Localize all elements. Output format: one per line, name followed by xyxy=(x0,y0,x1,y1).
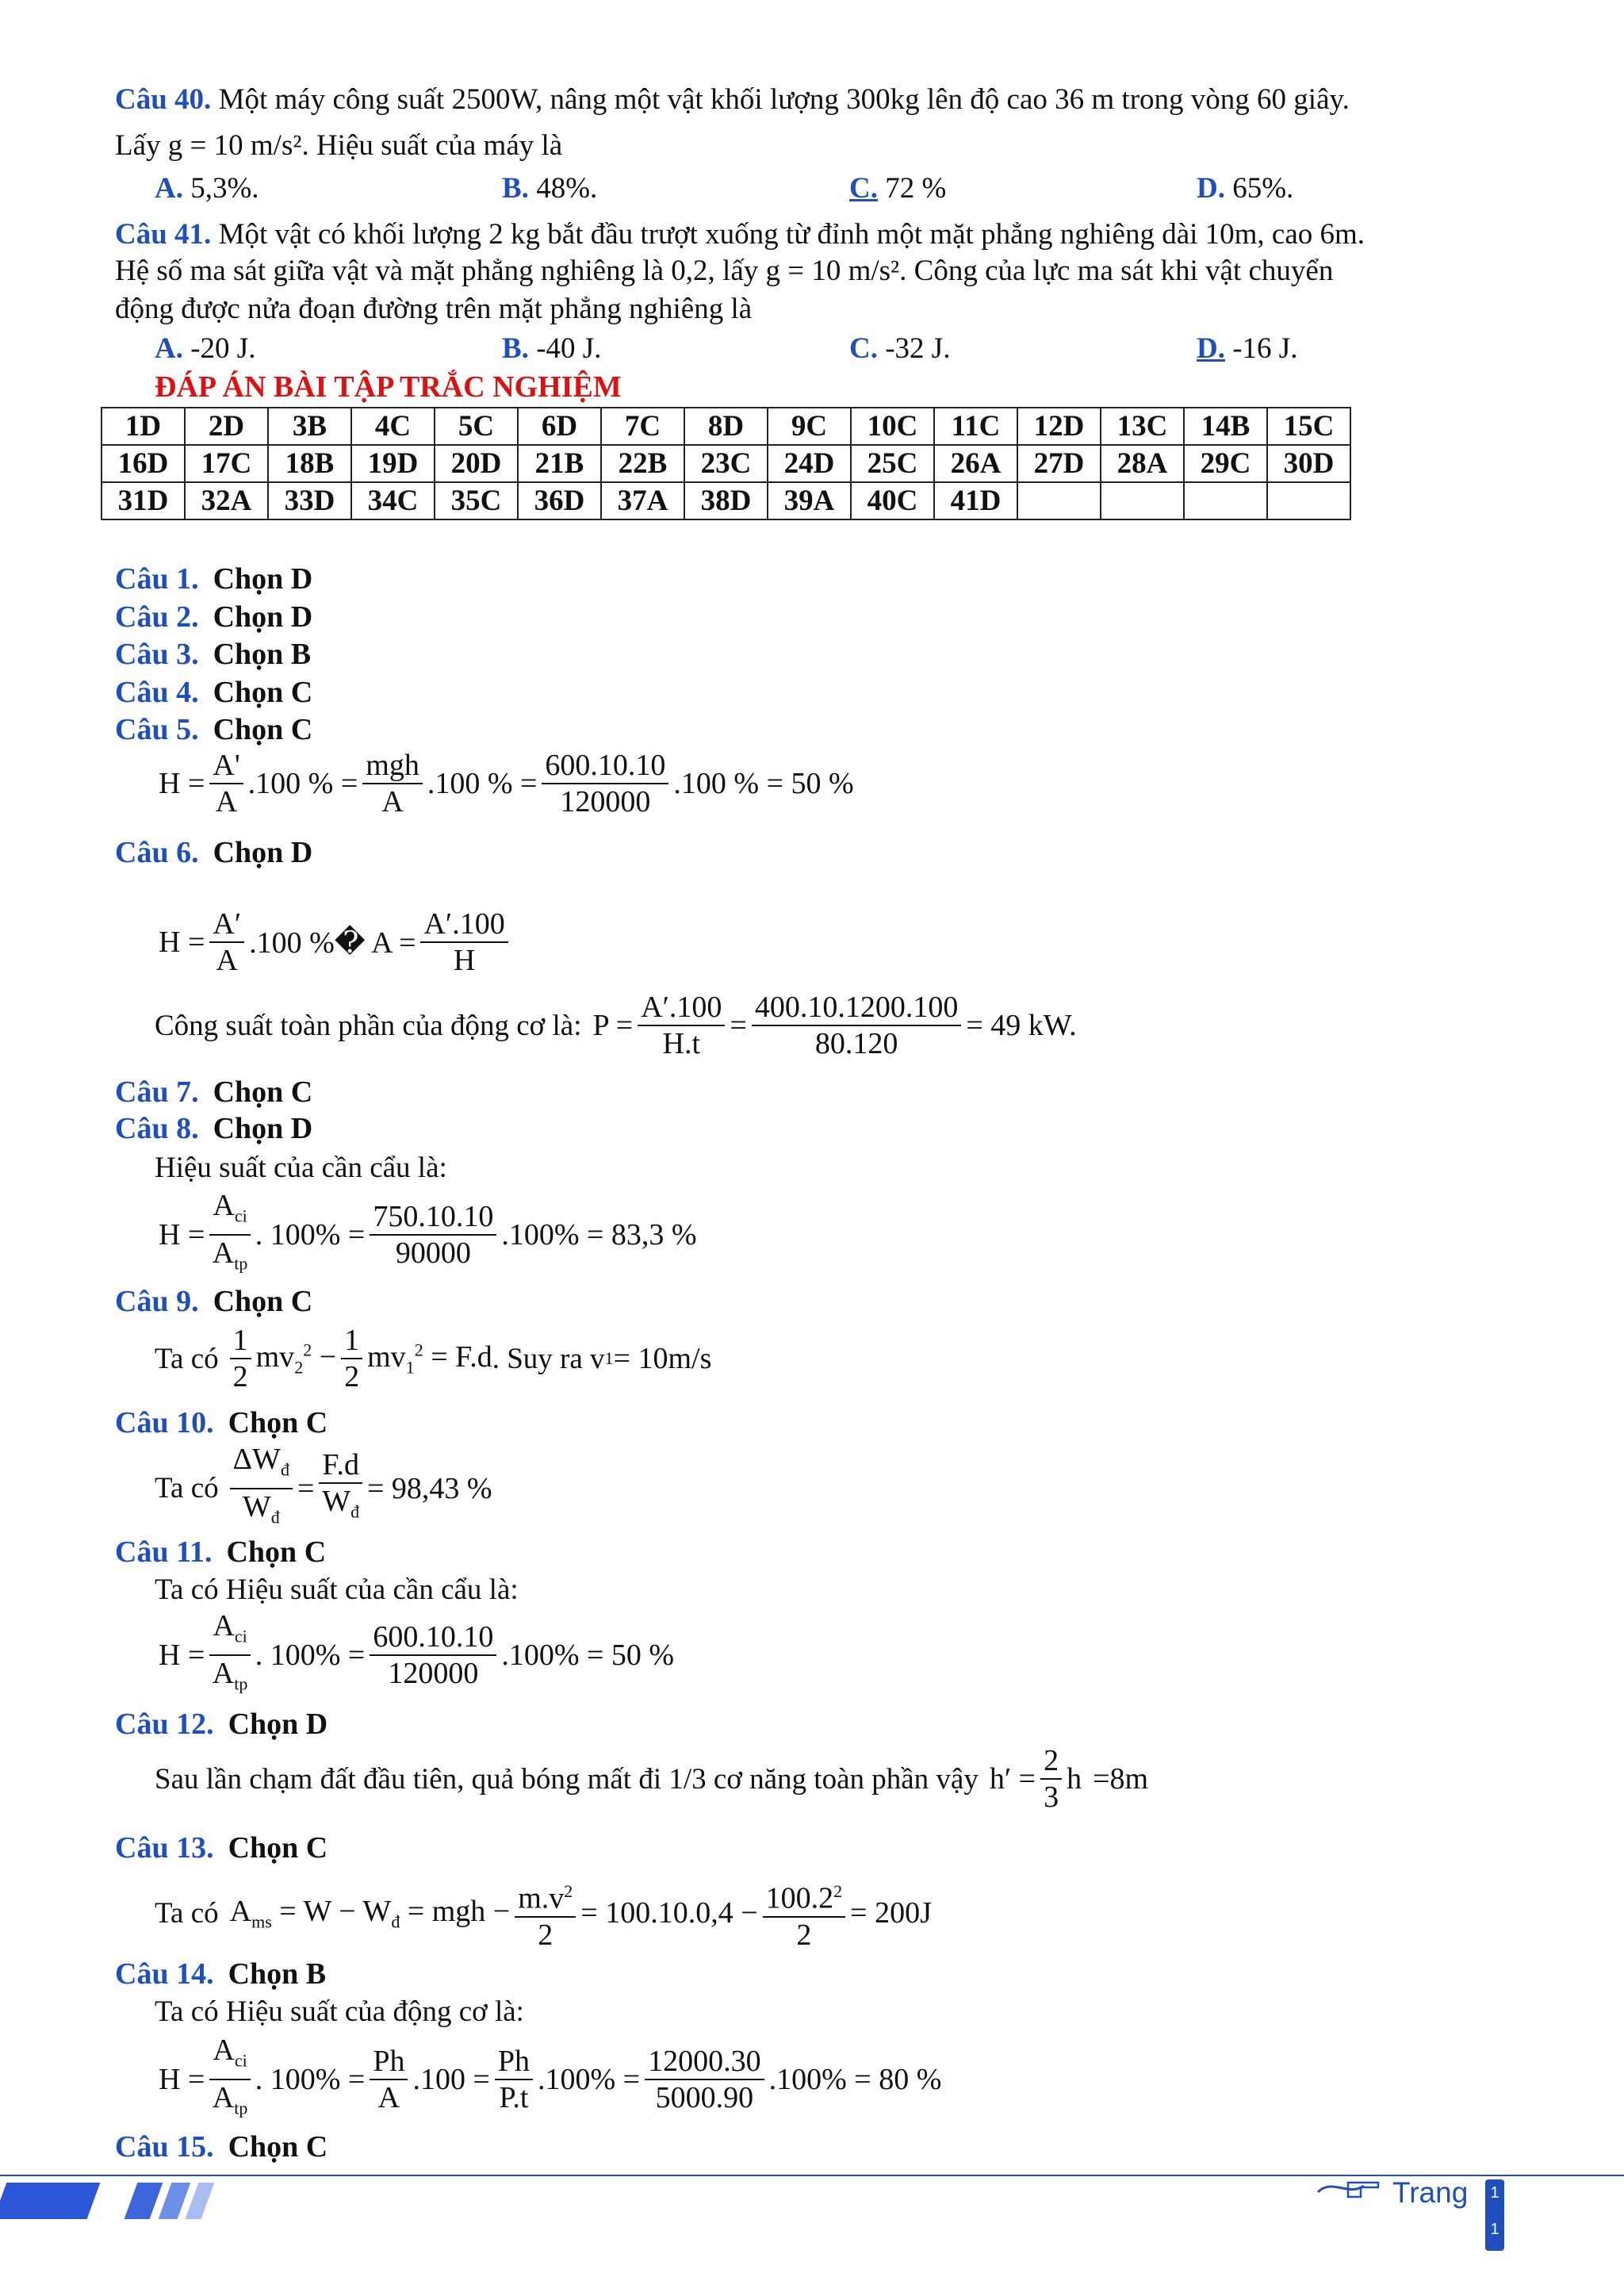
answer-cell: 38D xyxy=(684,482,768,519)
answer-cell: 36D xyxy=(518,482,601,519)
option-d: D. 65%. xyxy=(1197,172,1294,205)
answer-cell: 19D xyxy=(351,445,435,482)
answer-cell: 6D xyxy=(518,408,601,445)
answer-cell: 12D xyxy=(1017,408,1101,445)
answer-row xyxy=(102,445,1350,482)
answer-cell: 31D xyxy=(102,482,185,519)
page-number-sub: 1 xyxy=(1490,2221,1500,2238)
answer-cell: 13C xyxy=(1101,408,1184,445)
answer-cell xyxy=(1101,482,1184,519)
formula-14: H = $\frac{A_{ci}}{A_{tp}}$ . 100% = $\frac{Ph}{A}$ .100 = $\frac{Ph}{P.t}$ .100% = $\frac{12000.30}{5000.90}$ .100% = 80 % xyxy=(159,2033,942,2118)
formula-6-power: Công suất toàn phần của động cơ là: P = $\frac{A'.100}{H.t}$ = $\frac{400.10.1200.100}{80.120}$ = 49 kW. xyxy=(155,991,1077,1060)
answer-cell xyxy=(1267,482,1350,519)
footer-stripe xyxy=(0,2183,100,2219)
page-label: Trang xyxy=(1392,2176,1469,2209)
answer-cell: 20D xyxy=(435,445,518,482)
option-a: A. 5,3%. xyxy=(155,172,259,205)
answer-cell: 27D xyxy=(1017,445,1101,482)
pointing-hand-icon xyxy=(1316,2171,1396,2203)
answer-cell: 14B xyxy=(1184,408,1267,445)
question-text: Một máy công suất 2500W, nâng một vật khối lượng 300kg lên độ cao 36 m trong vòng 60 giây. xyxy=(211,83,1350,116)
answer-cell: 18B xyxy=(268,445,351,482)
answer-cell: 23C xyxy=(684,445,768,482)
answer-cell: 1D xyxy=(102,408,185,445)
solution-15: Câu 15. Chọn C xyxy=(115,2130,328,2164)
answer-cell: 21B xyxy=(518,445,601,482)
answer-cell: 3B xyxy=(268,408,351,445)
formula-5: H = $\frac{A'}{A}$ .100 % = $\frac{\text{mgh}}{A}$ .100 % = $\frac{600.10.10}{120000}$ .100 % = 50 % xyxy=(159,749,854,818)
answer-row xyxy=(102,408,1350,445)
answer-cell: 24D xyxy=(768,445,851,482)
option-a: A. -20 J. xyxy=(155,332,256,365)
answer-cell: 34C xyxy=(351,482,435,519)
answer-cell xyxy=(1017,482,1101,519)
answer-cell: 25C xyxy=(851,445,934,482)
solution-2: Câu 2. Chọn D xyxy=(115,600,313,634)
answer-cell: 29C xyxy=(1184,445,1267,482)
question-text: Một vật có khối lượng 2 kg bắt đầu trượt xuống từ đỉnh một mặt phẳng nghiêng dài 10m, cao 6m. xyxy=(211,218,1365,251)
formula-12: Sau lần chạm đất đầu tiên, quả bóng mất đi 1/3 cơ năng toàn phần vậy h′ = $\frac{2}{3}$ h =8m xyxy=(155,1744,1149,1814)
answer-cell: 17C xyxy=(185,445,268,482)
solution-7: Câu 7. Chọn C xyxy=(115,1075,313,1109)
answer-cell: 22B xyxy=(601,445,684,482)
solution-14: Câu 14. Chọn B xyxy=(115,1957,327,1991)
option-b: B. 48%. xyxy=(502,172,598,205)
answer-cell: 16D xyxy=(102,445,185,482)
solution-11: Câu 11. Chọn C xyxy=(115,1535,327,1569)
solution-6: Câu 6. Chọn D xyxy=(115,836,313,869)
formula-9: Ta có $\frac{1}{2}$ $mv_2^2$ − $\frac{1}{2}$ $mv_1^2 = F.d$ . Suy ra v 1 = 10m/s xyxy=(155,1324,712,1393)
answer-cell: 32A xyxy=(185,482,268,519)
option-c: C. -32 J. xyxy=(849,332,951,365)
solution-8-intro: Hiệu suất của cần cẩu là: xyxy=(155,1152,447,1184)
answer-cell: 26A xyxy=(934,445,1017,482)
option-c: C. 72 % xyxy=(849,172,947,205)
answer-cell: 33D xyxy=(268,482,351,519)
answer-cell: 40C xyxy=(851,482,934,519)
solution-14-intro: Ta có Hiệu suất của động cơ là: xyxy=(155,1995,524,2028)
footer-stripe xyxy=(124,2183,163,2219)
answer-cell: 39A xyxy=(768,482,851,519)
footer-stripe xyxy=(186,2183,215,2219)
option-b: B. -40 J. xyxy=(502,332,602,365)
formula-13: Ta có $A_{ms} = W - W_đ$ = mgh − $\frac{m.v^2}{2}$ = 100.10.0,4 − $\frac{100.2^2}{2}$ = 200J xyxy=(155,1876,932,1951)
answer-key-table xyxy=(101,407,1351,520)
answer-row xyxy=(102,482,1350,519)
answer-cell: 4C xyxy=(351,408,435,445)
answer-key-title: ĐÁP ÁN BÀI TẬP TRẮC NGHIỆM xyxy=(155,370,622,404)
answer-cell: 2D xyxy=(185,408,268,445)
solution-8: Câu 8. Chọn D xyxy=(115,1112,313,1145)
question-41-line3: động được nửa đoạn đường trên mặt phẳng nghiêng là xyxy=(115,293,753,325)
answer-cell: 30D xyxy=(1267,445,1350,482)
solution-5: Câu 5. Chọn C xyxy=(115,713,313,746)
answer-cell: 8D xyxy=(684,408,768,445)
solution-11-intro: Ta có Hiệu suất của cần cẩu là: xyxy=(155,1573,519,1606)
formula-10: Ta có $\frac{\Delta W_đ}{W_đ}$ = $\frac{F.d}{W_đ}$ = 98,43 % xyxy=(155,1443,492,1527)
question-41 xyxy=(115,216,1365,254)
formula-8: H = $\frac{A_{ci}}{A_{tp}}$ . 100% = $\frac{750.10.10}{90000}$ .100% = 83,3 % xyxy=(159,1189,697,1274)
footer-stripe xyxy=(159,2183,191,2219)
answer-cell: 10C xyxy=(851,408,934,445)
question-label: Câu 40. xyxy=(115,83,212,116)
answer-cell: 5C xyxy=(435,408,518,445)
formula-6: H = $\frac{A'}{A}$ .100 %� A = $\frac{A'.100}{H}$ xyxy=(159,908,513,976)
question-40-line2: Lấy g = 10 m/s². Hiệu suất của máy là xyxy=(115,129,563,162)
solution-3: Câu 3. Chọn B xyxy=(115,638,312,671)
question-41-line2: Hệ số ma sát giữa vật và mặt phẳng nghiêng là 0,2, lấy g = 10 m/s². Công của lực ma sát khi vật chuyển xyxy=(115,255,1334,287)
question-label: Câu 41. xyxy=(115,218,212,251)
answer-cell: 7C xyxy=(601,408,684,445)
answer-cell: 15C xyxy=(1267,408,1350,445)
solution-10: Câu 10. Chọn C xyxy=(115,1406,328,1439)
option-d: D. -16 J. xyxy=(1197,332,1298,365)
solution-4: Câu 4. Chọn C xyxy=(115,676,313,709)
answer-cell: 28A xyxy=(1101,445,1184,482)
solution-12: Câu 12. Chọn D xyxy=(115,1708,328,1741)
answer-cell: 41D xyxy=(934,482,1017,519)
page-number: 1 xyxy=(1490,2184,1500,2202)
answer-cell: 35C xyxy=(435,482,518,519)
solution-1: Câu 1. Chọn D xyxy=(115,562,313,596)
formula-11: H = $\frac{A_{ci}}{A_{tp}}$ . 100% = $\frac{600.10.10}{120000}$ .100% = 50 % xyxy=(159,1609,675,1694)
answer-cell: 11C xyxy=(934,408,1017,445)
answer-cell: 37A xyxy=(601,482,684,519)
solution-13: Câu 13. Chọn C xyxy=(115,1831,328,1865)
solution-9: Câu 9. Chọn C xyxy=(115,1285,313,1318)
answer-cell xyxy=(1184,482,1267,519)
answer-cell: 9C xyxy=(768,408,851,445)
question-40 xyxy=(115,81,1350,119)
